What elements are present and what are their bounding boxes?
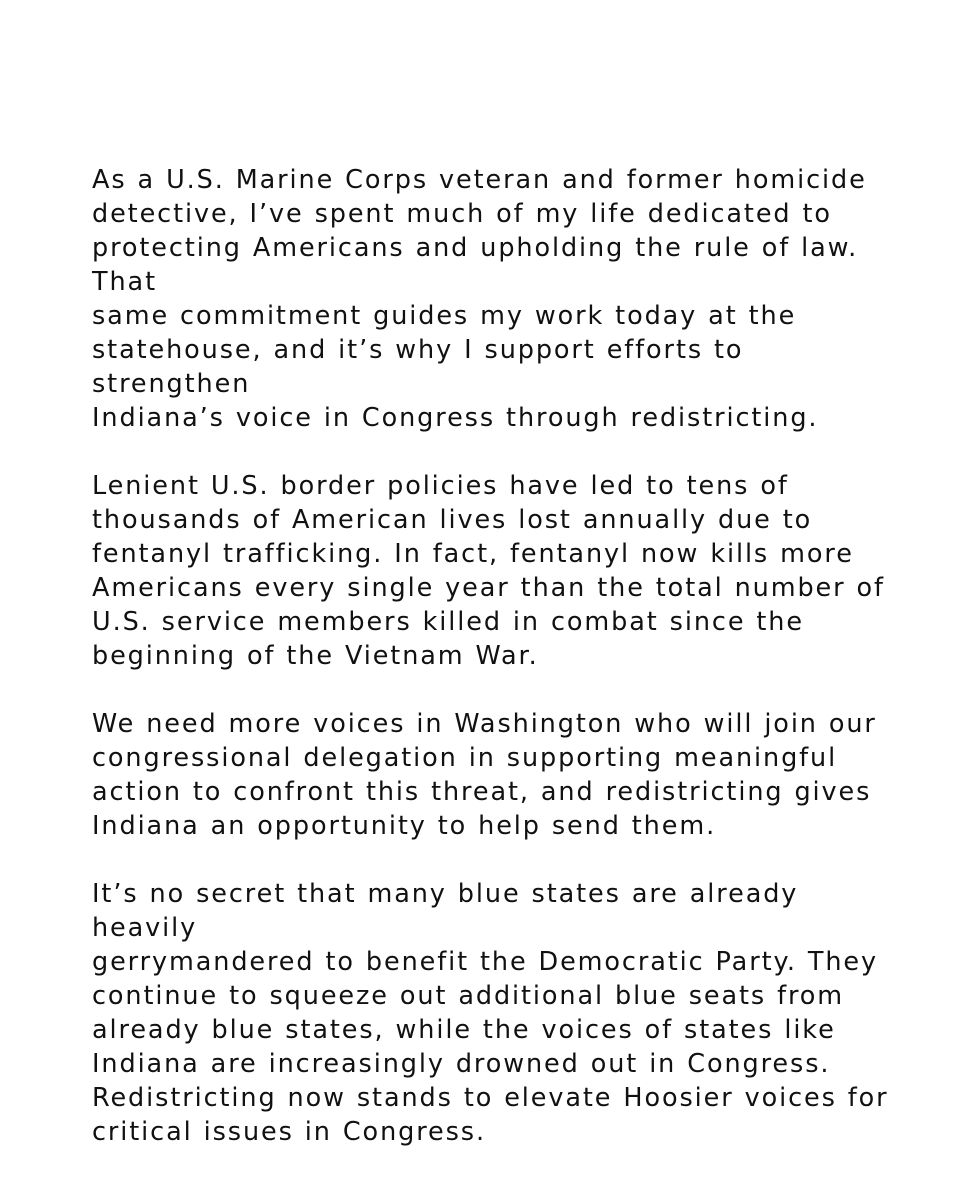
- statement-body: [92, 163, 912, 1149]
- paragraph-gerrymandering: It’s no secret that many blue states are already heavily gerrymandered to benefit the Democratic Party. They continue to squeeze out additional blue seats from already blue states, while the voices of states like Indiana are increasingly drowned out in Congress. Redistricting now stands to elevate Hoosier voices for critical issues in Congress.: [92, 879, 889, 1147]
- paragraph-veteran-background: As a U.S. Marine Corps veteran and former homicide detective, I’ve spent much of my life dedicated to protecting Americans and upholding the rule of law. That same commitment guides my work today at the statehouse, and it’s why I support efforts to strengthen Indiana’s voice in Congress through redistricting.: [92, 165, 867, 433]
- paragraph-washington-voices: We need more voices in Washington who will join our congressional delegation in supporting meaningful action to confront this threat, and redistricting gives Indiana an opportunity to help send them.: [92, 709, 877, 841]
- paragraph-fentanyl: Lenient U.S. border policies have led to tens of thousands of American lives lost annually due to fentanyl trafficking. In fact, fentanyl now kills more Americans every single year than the total number of U.S. service members killed in combat since the beginning of the Vietnam War.: [92, 471, 885, 671]
